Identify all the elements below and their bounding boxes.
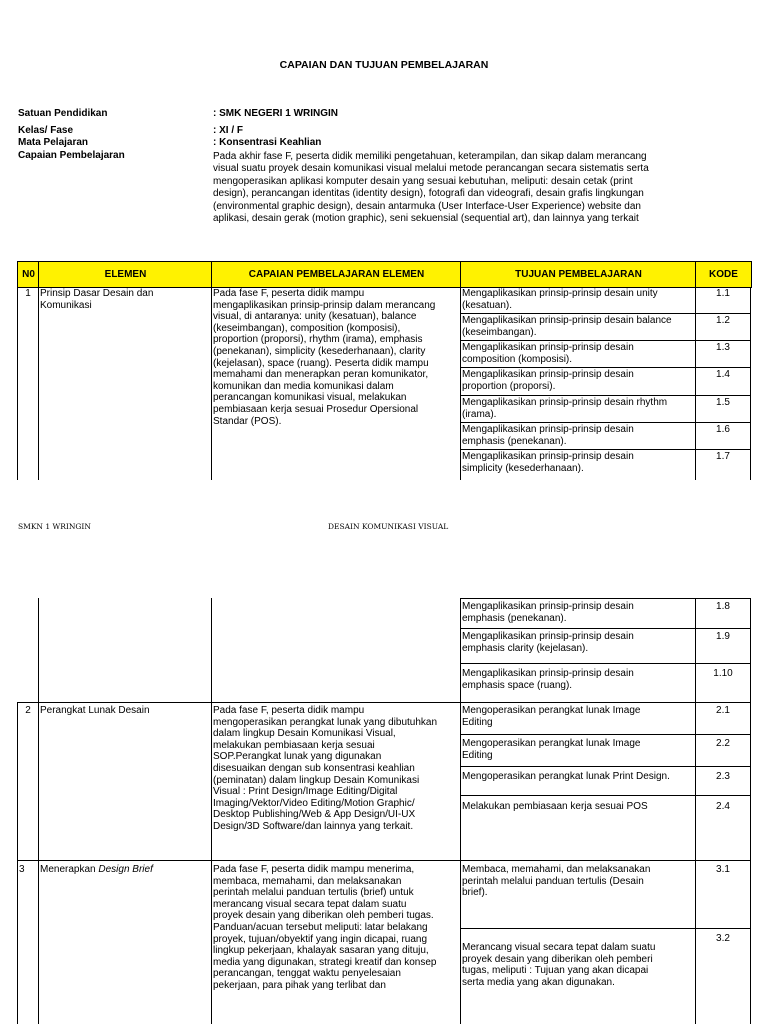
kode-1-6: 1.6 (716, 424, 730, 435)
header-tp: TUJUAN PEMBELAJARAN (460, 261, 697, 288)
kode-1-5: 1.5 (716, 397, 730, 408)
kelas-value: : XI / F (213, 125, 243, 136)
tp-1-1: Mengaplikasikan prinsip-prinsip desain unity (kesatuan). (462, 288, 658, 311)
header-no: N0 (17, 261, 40, 288)
tp-1-3: Mengaplikasikan prinsip-prinsip desain composition (komposisi). (462, 342, 634, 365)
tp-2-3: Mengoperasikan perangkat lunak Print Design. (462, 771, 670, 782)
row2-elemen: Perangkat Lunak Desain (40, 705, 150, 716)
tp-1-2: Mengaplikasikan prinsip-prinsip desain balance (keseimbangan). (462, 315, 672, 338)
cp-line: (environmental graphic design), desain antarmuka (User Interface-User Experience) website dan (213, 200, 641, 212)
row2-no: 2 (25, 705, 31, 716)
kode-1-1: 1.1 (716, 288, 730, 299)
tp-1-4: Mengaplikasikan prinsip-prinsip desain proportion (proporsi). (462, 369, 634, 392)
satuan-value: : SMK NEGERI 1 WRINGIN (213, 108, 339, 119)
footer-center: DESAIN KOMUNIKASI VISUAL (328, 522, 449, 531)
row3-cp: Pada fase F, peserta didik mampu menerima, membaca, memahami, dan melaksanakan perintah melalui panduan tertulis (brief) untuk merancang visual secara tepat dalam suatu proyek desain yang diberikan oleh pemberi tugas. Panduan/acuan tersebut meliputi: latar belakang proyek, tujuan/obyektif yang ingin dicapai, ruang lingkup pekerjaan, khalayak sasaran yang dituju, media yang digunakan, strategi kreatif dan konsep perancangan, tenggat waktu penyelesaian pekerjaan, para pihak yang terlibat dan (213, 864, 437, 991)
kelas-label: Kelas/ Fase (18, 125, 74, 136)
row2-cp: Pada fase F, peserta didik mampu mengoperasikan perangkat lunak yang dibutuhkan dalam lingkup Desain Komunikasi Visual, melakukan pembiasaan kerja sesuai SOP.Perangkat lunak yang digunakan disesuaikan dengan sub konsentrasi keahlian (peminatan) dalam lingkup Desain Komunikasi Visual : Print Design/Image Editing/Digital Imaging/Vektor/Video Editing/Motion Graphic/ Desktop Publishing/Web & App Design/UI-UX Design/3D Software/dan lainnya yang terkait. (213, 705, 438, 832)
kode-3-1: 3.1 (716, 864, 730, 875)
header-elemen: ELEMEN (38, 261, 213, 288)
cp-paragraph (213, 151, 693, 225)
tp-3-1: Membaca, memahami, dan melaksanakan perintah melalui panduan tertulis (Desain brief). (462, 864, 651, 899)
kode-1-8: 1.8 (716, 601, 730, 612)
tp-1-7: Mengaplikasikan prinsip-prinsip desain simplicity (kesederhanaan). (462, 451, 634, 474)
tp-1-9: Mengaplikasikan prinsip-prinsip desain emphasis clarity (kejelasan). (462, 631, 634, 654)
row1-cp: Pada fase F, peserta didik mampu mengaplikasikan prinsip-prinsip dalam merancang visual, di antaranya: unity (kesatuan), balance (keseimbangan), composition (komposisi), proportion (proporsi), rhythm (irama), emphasis (penekanan), simplicity (kesederhanaan), clarity (kejelasan), space (ruang). Peserta didik mampu memahami dan menerapkan peran komunikator, komunikan dan media komunikasi dalam perancangan komunikasi visual, melakukan pembiasaan kerja sesuai Prosedur Opersional Standar (POS). (213, 288, 436, 427)
header-cp: CAPAIAN PEMBELAJARAN ELEMEN (211, 261, 462, 288)
cp-line: mengoperasikan aplikasi komputer desain yang sesuai kebutuhan, meliputi: desain cetak (print (213, 175, 633, 187)
header-kode: KODE (695, 261, 752, 288)
kode-1-10: 1.10 (713, 668, 733, 679)
tp-1-8: Mengaplikasikan prinsip-prinsip desain emphasis (penekanan). (462, 601, 634, 624)
kode-2-4: 2.4 (716, 801, 730, 812)
cp-line: design), perancangan identitas (identity design), fotografi dan videografi, desain grafis lingkungan (213, 188, 644, 200)
kode-1-7: 1.7 (716, 451, 730, 462)
row1-elemen: Prinsip Dasar Desain dan Komunikasi (40, 288, 154, 311)
tp-2-4: Melakukan pembiasaan kerja sesuai POS (462, 801, 648, 812)
tp-2-2: Mengoperasikan perangkat lunak Image Editing (462, 738, 641, 761)
cp-line: Pada akhir fase F, peserta didik memiliki pengetahuan, keterampilan, dan sikap dalam merancang (213, 151, 647, 162)
page-title: CAPAIAN DAN TUJUAN PEMBELAJARAN (279, 59, 489, 71)
mapel-label: Mata Pelajaran (18, 137, 89, 148)
tp-1-5: Mengaplikasikan prinsip-prinsip desain rhythm (irama). (462, 397, 668, 420)
kode-1-3: 1.3 (716, 342, 730, 353)
mapel-value: : Konsentrasi Keahlian (213, 137, 322, 148)
kode-1-2: 1.2 (716, 315, 730, 326)
tp-3-2: Merancang visual secara tepat dalam suatu proyek desain yang diberikan oleh pemberi tugas, meliputi : Tujuan yang akan dicapai serta media yang akan digunakan. (462, 942, 656, 988)
row3-elemen: Menerapkan Design Brief (40, 864, 153, 875)
kode-2-2: 2.2 (716, 738, 730, 749)
kode-2-1: 2.1 (716, 705, 730, 716)
row3-no: 3 (19, 864, 25, 875)
kode-3-2: 3.2 (716, 933, 730, 944)
kode-1-9: 1.9 (716, 631, 730, 642)
row1-no: 1 (25, 288, 31, 299)
kode-1-4: 1.4 (716, 369, 730, 380)
tp-1-10: Mengaplikasikan prinsip-prinsip desain emphasis space (ruang). (462, 668, 634, 691)
kode-2-3: 2.3 (716, 771, 730, 782)
footer-left: SMKN 1 WRINGIN (18, 522, 91, 531)
satuan-label: Satuan Pendidikan (18, 108, 108, 119)
cp-line: visual suatu proyek desain komunikasi visual melalui metode perancangan secara sistematis serta (213, 163, 649, 175)
tp-2-1: Mengoperasikan perangkat lunak Image Editing (462, 705, 641, 728)
cp-line: aplikasi, desain gerak (motion graphic), seni sekuensial (sequential art), dan lainnya yang terkait (213, 213, 639, 225)
cp-label: Capaian Pembelajaran (18, 150, 125, 161)
tp-1-6: Mengaplikasikan prinsip-prinsip desain emphasis (penekanan). (462, 424, 634, 447)
